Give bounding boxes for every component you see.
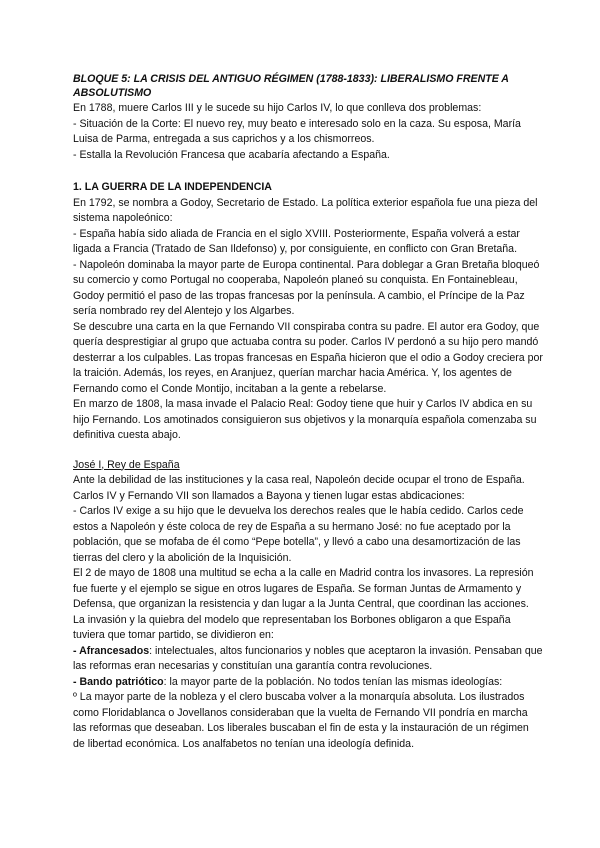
section-paragraph: - Napoleón dominaba la mayor parte de Europa continental. Para doblegar a Gran Bretaña bloqueó su comercio y como Portugal no cooperaba, Napoleón planeó su conquista. En Fontainebleau, Godoy permitió el paso de las tropas francesas por la península. A cambio, el Príncipe de la Paz sería nombrado rey del Alentejo y los Algarbes. — [73, 258, 540, 317]
section-heading: 1. LA GUERRA DE LA INDEPENDENCIA — [73, 181, 272, 193]
section-paragraph: - Carlos IV exige a su hijo que le devuelva los derechos reales que le había cedido. Carlos cede estos a Napoleón y éste coloca de rey de España a su hermano José: no fue aceptado por la población, que se mofaba de él como “Pepe botella”, y llevó a cabo una desamortización de las tierras del clero y la abolición de la Inquisición. — [73, 505, 524, 564]
section-paragraph: En 1792, se nombra a Godoy, Secretario de Estado. La política exterior española fue una pieza del sistema napoleónico: — [73, 196, 538, 224]
patriotico-paragraph — [73, 675, 543, 691]
section-paragraph: El 2 de mayo de 1808 una multitud se echa a la calle en Madrid contra los invasores. La represión fue fuerte y el ejemplo se sigue en otros lugares de España. Se forman Juntas de Armamento y Defensa, que organizan la resistencia y dan lugar a la Junta Central, que coordinan las acciones. La invasión y la quiebra del modelo que representaban los Borbones obligaron a que España tuviera que tomar partido, se dividieron en: — [73, 567, 534, 641]
intro-paragraph: En 1788, muere Carlos III y le sucede su hijo Carlos IV, lo que conlleva dos problemas: — [73, 102, 482, 114]
afrancesados-label: - Afrancesados — [73, 644, 150, 657]
section-paragraph: - España había sido aliada de Francia en el siglo XVIII. Posteriormente, España volverá a estar ligada a Francia (Tratado de San Ildefonso) y, por consiguiente, en conflicto con Gran Bretaña. — [73, 227, 520, 255]
afrancesados-text: : intelectuales, altos funcionarios y nobles que aceptaron la invasión. Pensaban que las reformas eran necesarias y constituían una garantía contra revoluciones. — [73, 644, 543, 672]
section-paragraph: En marzo de 1808, la masa invade el Palacio Real: Godoy tiene que huir y Carlos IV abdica en su hijo Fernando. Los amotinados consiguieron sus objetivos y la monarquía española comenzaba su definitiva cuesta abajo. — [73, 398, 537, 441]
patriotico-text: : la mayor parte de la población. No todos tenían las mismas ideologías: — [163, 675, 503, 688]
section-paragraph: º La mayor parte de la nobleza y el clero buscaba volver a la monarquía absoluta. Los ilustrados como Floridablanca o Jovellanos consideraban que la vuelta de Fernando VII pondría en marcha las reformas que deseaban. Los liberales buscaban el fin de esta y la instauración de un régimen de libertad económica. Los analfabetos no tenían una ideología definida. — [73, 691, 529, 750]
document-page — [73, 72, 543, 752]
document-title: BLOQUE 5: LA CRISIS DEL ANTIGUO RÉGIMEN (1788-1833): LIBERALISMO FRENTE A ABSOLUTISMO — [73, 73, 509, 99]
patriotico-label: - Bando patriótico — [73, 675, 164, 688]
section-paragraph: Se descubre una carta en la que Fernando VII conspiraba contra su padre. El autor era Godoy, que quería desprestigiar al grupo que actuaba contra su poder. Carlos IV perdonó a su hijo pero mandó desterrar a los culpables. Las tropas francesas en España hicieron que el odio a Godoy creciera por la traición. Además, los reyes, en Aranjuez, querían marchar hacia América. Y, los agentes de Fernando como el Conde Montijo, incitaban a la gente a rebelarse. — [73, 320, 543, 395]
intro-paragraph: - Estalla la Revolución Francesa que acabaría afectando a España. — [73, 148, 390, 161]
section-paragraph: Ante la debilidad de las instituciones y la casa real, Napoleón decide ocupar el trono de España. Carlos IV y Fernando VII son llamados a Bayona y tienen lugar estas abdicaciones: — [73, 474, 525, 502]
afrancesados-paragraph — [73, 644, 543, 675]
intro-paragraph: - Situación de la Corte: El nuevo rey, muy beato e interesado solo en la caza. Su esposa, María Luisa de Parma, entregada a sus caprichos y a los chismorreos. — [73, 117, 521, 145]
subsection-heading: José I, Rey de España — [73, 458, 180, 471]
